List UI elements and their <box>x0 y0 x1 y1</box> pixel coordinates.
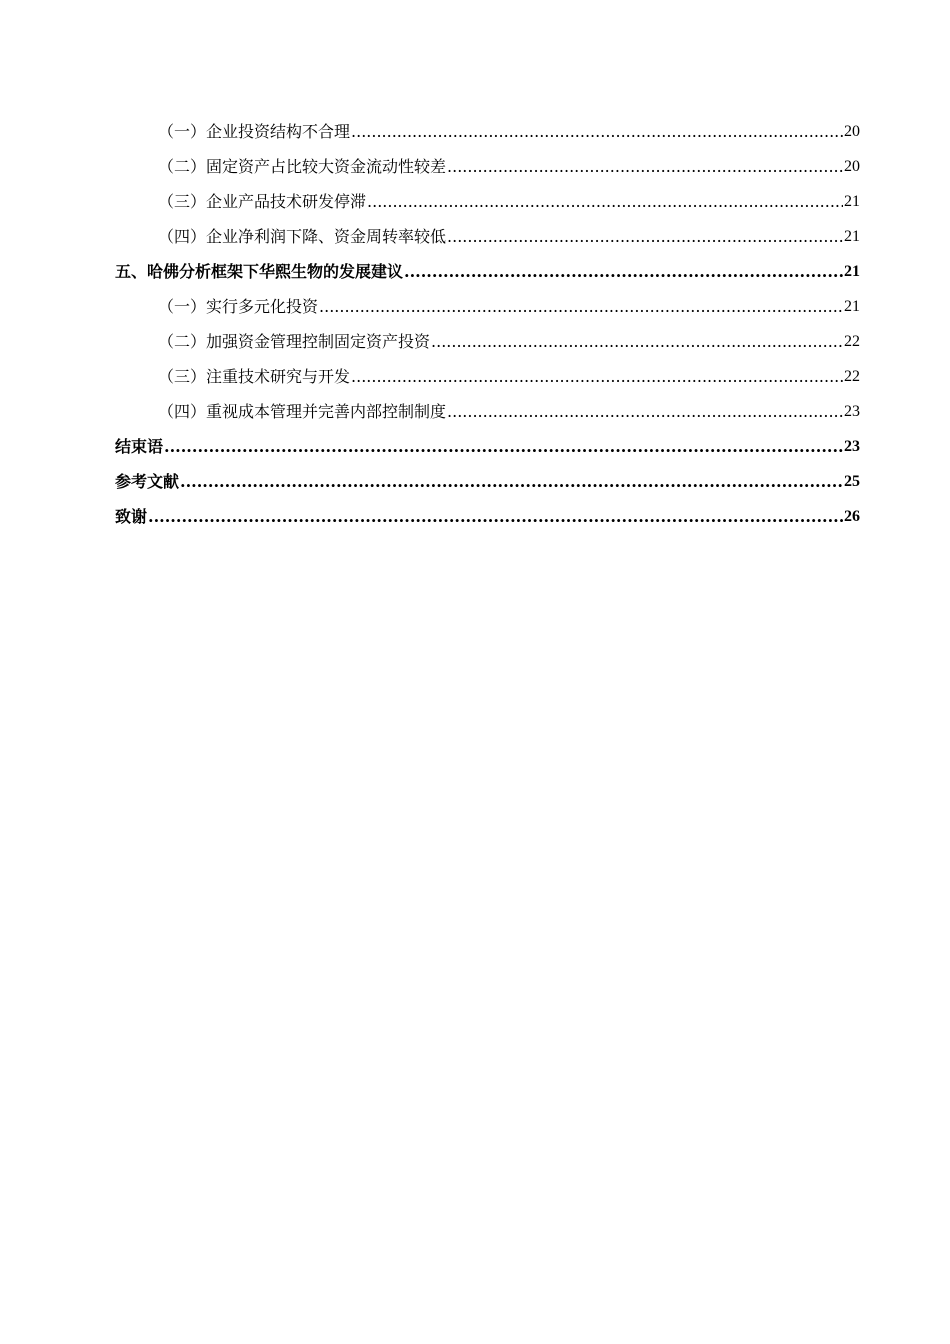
toc-entry-page: 26 <box>844 508 860 525</box>
toc-leader-dots <box>319 297 843 320</box>
toc-entry[interactable] <box>115 215 860 250</box>
toc-entry-page: 23 <box>844 438 860 455</box>
toc-entry[interactable] <box>115 390 860 425</box>
toc-leader-dots <box>351 367 843 390</box>
toc-entry-title: （二）加强资金管理控制固定资产投资 <box>158 332 431 351</box>
toc-entry-title: 五、哈佛分析框架下华熙生物的发展建议 <box>115 262 404 281</box>
toc-leader-dots <box>404 262 843 285</box>
toc-entry-title: （三）注重技术研究与开发 <box>158 367 351 386</box>
toc-leader-dots <box>164 437 843 460</box>
toc-entry[interactable] <box>115 110 860 145</box>
toc-entry-title: （一）实行多元化投资 <box>158 297 319 316</box>
toc-leader-dots <box>447 157 843 180</box>
toc-entry-page: 21 <box>844 193 860 210</box>
toc-entry-chapter[interactable] <box>115 460 860 495</box>
toc-entry-title: 参考文献 <box>115 472 180 491</box>
toc-leader-dots <box>148 507 843 530</box>
toc-entry-page: 21 <box>844 263 860 280</box>
toc-entry-page: 20 <box>844 158 860 175</box>
toc-leader-dots <box>431 332 843 355</box>
toc-entry[interactable] <box>115 285 860 320</box>
toc-entry-title: （四）企业净利润下降、资金周转率较低 <box>158 227 447 246</box>
toc-entry[interactable] <box>115 180 860 215</box>
toc-leader-dots <box>351 122 843 145</box>
toc-entry[interactable] <box>115 355 860 390</box>
toc-entry-page: 20 <box>844 123 860 140</box>
toc-entry-page: 22 <box>844 333 860 350</box>
toc-leader-dots <box>447 227 843 250</box>
toc-leader-dots <box>447 402 843 425</box>
toc-entry-chapter[interactable] <box>115 495 860 530</box>
toc-entry-title: （一）企业投资结构不合理 <box>158 122 351 141</box>
toc-entry[interactable] <box>115 320 860 355</box>
toc-entry-page: 21 <box>844 228 860 245</box>
toc-entry-title: 结束语 <box>115 437 164 456</box>
toc-entry-title: （二）固定资产占比较大资金流动性较差 <box>158 157 447 176</box>
table-of-contents <box>115 110 860 530</box>
toc-entry-chapter[interactable] <box>115 425 860 460</box>
toc-entry-page: 25 <box>844 473 860 490</box>
toc-entry-page: 23 <box>844 403 860 420</box>
toc-entry-page: 21 <box>844 298 860 315</box>
toc-entry-page: 22 <box>844 368 860 385</box>
toc-entry-title: （四）重视成本管理并完善内部控制制度 <box>158 402 447 421</box>
toc-entry-chapter[interactable] <box>115 250 860 285</box>
toc-leader-dots <box>367 192 843 215</box>
toc-leader-dots <box>180 472 843 495</box>
toc-entry-title: 致谢 <box>115 507 148 526</box>
toc-entry-title: （三）企业产品技术研发停滞 <box>158 192 367 211</box>
toc-entry[interactable] <box>115 145 860 180</box>
